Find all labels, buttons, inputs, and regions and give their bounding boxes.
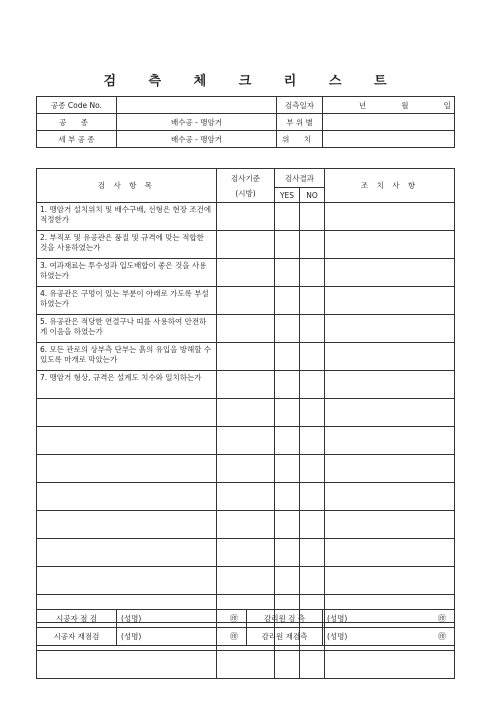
detail-label: 세 부 공 종: [37, 131, 117, 148]
no-cell[interactable]: [300, 483, 325, 511]
section-label: 부 위 별: [277, 114, 323, 131]
check-item-text: 6. 모든 관로의 상부측 단부는 흙의 유입을 방해할 수 있도록 마개로 막았는가: [37, 343, 217, 371]
col-no-header: NO: [300, 188, 325, 203]
action-cell[interactable]: [325, 455, 455, 483]
action-cell[interactable]: [325, 651, 455, 679]
check-item-text: 4. 유공관은 구멍이 있는 부분이 아래로 가도록 부설하였는가: [37, 287, 217, 315]
inspect-date-value[interactable]: [323, 97, 455, 114]
check-item-text: [37, 399, 217, 427]
check-item-text: [37, 567, 217, 595]
table-row: [37, 231, 455, 259]
col-result-header: 검사결과: [275, 169, 325, 188]
supervisor-inspect-sign[interactable]: [323, 610, 455, 628]
action-cell[interactable]: [325, 315, 455, 343]
standard-cell[interactable]: [217, 427, 275, 455]
check-item-text: 2. 부직포 및 유공관은 품질 및 규격에 맞는 적합한 것을 사용하였는가: [37, 231, 217, 259]
yes-cell[interactable]: [275, 231, 300, 259]
standard-cell[interactable]: [217, 371, 275, 399]
no-cell[interactable]: [300, 567, 325, 595]
checklist-table: [36, 168, 455, 679]
yes-cell[interactable]: [275, 371, 300, 399]
contractor-reinspect-label: 시공자 재점검: [37, 628, 117, 646]
date-day: 일: [443, 100, 451, 110]
table-row: [37, 427, 455, 455]
standard-cell[interactable]: [217, 203, 275, 231]
no-cell[interactable]: [300, 315, 325, 343]
no-cell[interactable]: [300, 651, 325, 679]
yes-cell[interactable]: [275, 539, 300, 567]
standard-cell[interactable]: [217, 315, 275, 343]
standard-cell[interactable]: [217, 539, 275, 567]
table-row: [37, 343, 455, 371]
check-item-text: [37, 539, 217, 567]
sign-name-label: (성명): [121, 632, 142, 641]
no-cell[interactable]: [300, 427, 325, 455]
action-cell[interactable]: [325, 567, 455, 595]
col-item-header: 검 사 항 목: [37, 169, 217, 203]
check-item-text: 5. 유공관은 적당한 연결구나 띠를 사용하여 안전하게 이음을 하였는가: [37, 315, 217, 343]
action-cell[interactable]: [325, 343, 455, 371]
no-cell[interactable]: [300, 287, 325, 315]
location-label: 위 치: [277, 131, 323, 148]
sign-name-label: (성명): [327, 614, 348, 623]
check-item-text: [37, 651, 217, 679]
action-cell[interactable]: [325, 203, 455, 231]
supervisor-reinspect-sign[interactable]: [323, 628, 455, 646]
col-action-header: 조 치 사 항: [325, 169, 455, 203]
action-cell[interactable]: [325, 287, 455, 315]
action-cell[interactable]: [325, 231, 455, 259]
check-item-text: [37, 483, 217, 511]
work-type-label: 공 종: [37, 114, 117, 131]
yes-cell[interactable]: [275, 399, 300, 427]
seal-icon: ㊞: [438, 632, 446, 641]
date-month: 월: [401, 100, 409, 110]
col-standard-label: 검사기준: [231, 173, 260, 183]
table-row: [37, 315, 455, 343]
seal-icon: ㊞: [230, 632, 238, 641]
no-cell[interactable]: [300, 539, 325, 567]
yes-cell[interactable]: [275, 259, 300, 287]
yes-cell[interactable]: [275, 203, 300, 231]
check-item-text: 3. 여과재료는 투수성과 입도배합이 좋은 것을 사용 하였는가: [37, 259, 217, 287]
signature-table: [36, 609, 455, 646]
no-cell[interactable]: [300, 203, 325, 231]
table-row: [37, 399, 455, 427]
standard-cell[interactable]: [217, 287, 275, 315]
yes-cell[interactable]: [275, 651, 300, 679]
table-row: [37, 651, 455, 679]
action-cell[interactable]: [325, 483, 455, 511]
checklist-rows: [37, 203, 455, 679]
action-cell[interactable]: [325, 371, 455, 399]
standard-cell[interactable]: [217, 399, 275, 427]
standard-cell[interactable]: [217, 511, 275, 539]
seal-icon: ㊞: [438, 614, 446, 623]
work-code-label: 공종 Code No.: [37, 97, 117, 114]
work-code-value[interactable]: [117, 97, 277, 114]
table-row: [37, 539, 455, 567]
sign-name-label: (성명): [327, 632, 348, 641]
table-row: [37, 455, 455, 483]
action-cell[interactable]: [325, 399, 455, 427]
standard-cell[interactable]: [217, 231, 275, 259]
supervisor-reinspect-label: 감리원 재검측: [247, 628, 323, 646]
standard-cell[interactable]: [217, 483, 275, 511]
supervisor-inspect-label: 감리원 검 측: [247, 610, 323, 628]
yes-cell[interactable]: [275, 567, 300, 595]
standard-cell[interactable]: [217, 343, 275, 371]
yes-cell[interactable]: [275, 483, 300, 511]
table-row: [37, 511, 455, 539]
col-standard-sub: (시방): [235, 188, 256, 198]
action-cell[interactable]: [325, 539, 455, 567]
section-value[interactable]: [323, 114, 455, 131]
standard-cell[interactable]: [217, 259, 275, 287]
yes-cell[interactable]: [275, 315, 300, 343]
action-cell[interactable]: [325, 511, 455, 539]
no-cell[interactable]: [300, 371, 325, 399]
table-row: [37, 259, 455, 287]
check-item-text: [37, 455, 217, 483]
no-cell[interactable]: [300, 259, 325, 287]
no-cell[interactable]: [300, 455, 325, 483]
yes-cell[interactable]: [275, 511, 300, 539]
contractor-reinspect-sign[interactable]: [117, 628, 247, 646]
standard-cell[interactable]: [217, 651, 275, 679]
yes-cell[interactable]: [275, 287, 300, 315]
col-standard-header: [217, 169, 275, 203]
info-table: [36, 96, 455, 148]
no-cell[interactable]: [300, 231, 325, 259]
detail-value[interactable]: 배수공 - 맹암거: [117, 131, 277, 148]
standard-cell[interactable]: [217, 455, 275, 483]
table-row: [37, 371, 455, 399]
sign-name-label: (성명): [121, 614, 142, 623]
no-cell[interactable]: [300, 511, 325, 539]
action-cell[interactable]: [325, 427, 455, 455]
table-row: [37, 483, 455, 511]
inspect-date-label: 검측일자: [277, 97, 323, 114]
table-row: [37, 203, 455, 231]
yes-cell[interactable]: [275, 427, 300, 455]
location-value[interactable]: [323, 131, 455, 148]
work-type-value[interactable]: 배수공 - 맹암거: [117, 114, 277, 131]
check-item-text: 7. 맹암거 형상, 규격은 설계도 치수와 일치하는가: [37, 371, 217, 399]
contractor-inspect-sign[interactable]: [117, 610, 247, 628]
date-year: 년: [358, 100, 367, 110]
seal-icon: ㊞: [230, 614, 238, 623]
action-cell[interactable]: [325, 259, 455, 287]
check-item-text: 1. 맹암거 설치위치 및 배수구배, 선형은 현장 조건에 적정한가: [37, 203, 217, 231]
standard-cell[interactable]: [217, 567, 275, 595]
no-cell[interactable]: [300, 343, 325, 371]
page-title: 검 측 체 크 리 스 트: [103, 74, 401, 89]
yes-cell[interactable]: [275, 455, 300, 483]
no-cell[interactable]: [300, 399, 325, 427]
table-row: [37, 567, 455, 595]
yes-cell[interactable]: [275, 343, 300, 371]
contractor-inspect-label: 시공자 점 검: [37, 610, 117, 628]
check-item-text: [37, 427, 217, 455]
table-row: [37, 287, 455, 315]
check-item-text: [37, 511, 217, 539]
col-yes-header: YES: [275, 188, 300, 203]
